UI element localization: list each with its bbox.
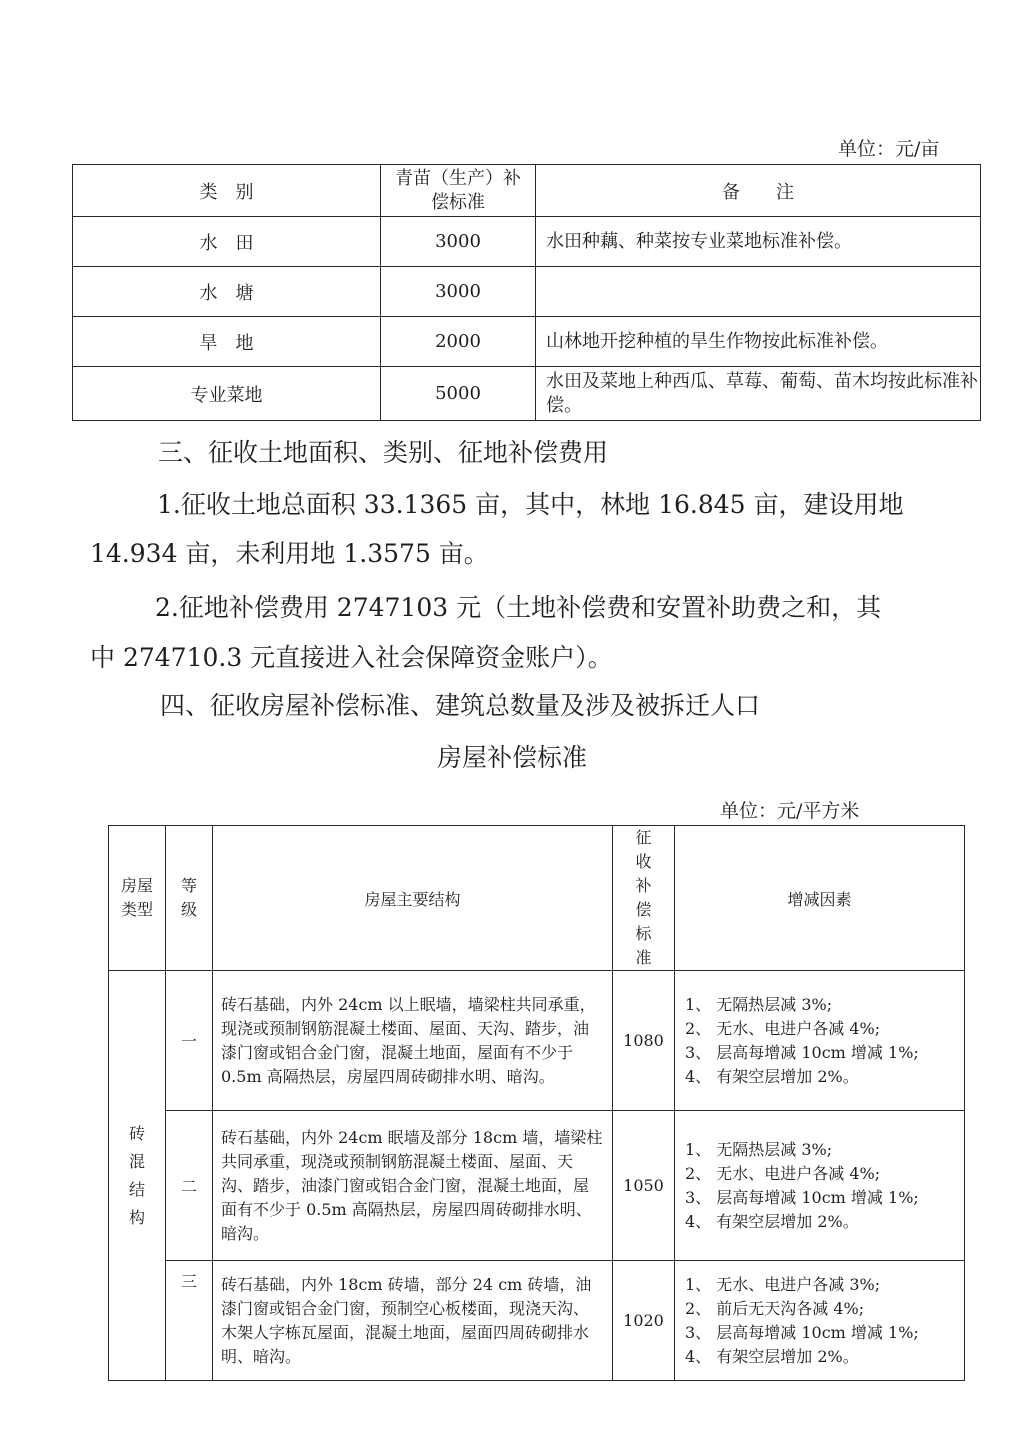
note-cell: 水田及菜地上种西瓜、草莓、葡萄、苗木均按此标准补偿。: [536, 367, 981, 421]
category-cell: 水 塘: [73, 267, 381, 317]
header-type-text: 房屋类型: [120, 876, 153, 919]
paragraph-line: 中 274710.3 元直接进入社会保障资金账户）。: [90, 643, 613, 672]
table-title: 房屋补偿标准: [437, 743, 588, 772]
factor-item: 4、 有架空层增加 2%。: [685, 1211, 859, 1231]
category-cell: 旱 地: [73, 317, 381, 367]
standard-cell: 1080: [613, 971, 675, 1111]
section-4-heading: 四、征收房屋补偿标准、建筑总数量及涉及被拆迁人口: [160, 691, 761, 720]
grade-cell: 一: [166, 971, 213, 1111]
header-standard: 青苗（生产）补偿标准: [381, 165, 536, 217]
unit-label-acre: 单位：元/亩: [838, 138, 940, 160]
header-grade-text: 等级: [180, 876, 197, 919]
table-header-row: [109, 826, 965, 971]
structure-cell: 砖石基础，内外 18cm 砖墙，部分 24 cm 砖墙，油漆门窗或铝合金门窗，预制空心板楼面，现浇天沟、木架人字栋瓦屋面，混凝土地面，屋面四周砖砌排水明、暗沟。: [213, 1261, 613, 1381]
category-cell: 水 田: [73, 217, 381, 267]
note-cell: 水田种藕、种菜按专业菜地标准补偿。: [536, 217, 981, 267]
value-cell: 2000: [381, 317, 536, 367]
category-cell: 专业菜地: [73, 367, 381, 421]
note-cell: [536, 267, 981, 317]
structure-cell: 砖石基础，内外 24cm 以上眠墙，墙梁柱共同承重，现浇或预制钢筋混凝土楼面、屋面、天沟、踏步，油漆门窗或铝合金门窗，混凝土地面，屋面有不少于 0.5m 高隔热层，房屋四周砖砌排水明、暗沟。: [213, 971, 613, 1111]
factor-item: 4、 有架空层增加 2%。: [685, 1346, 859, 1366]
header-grade: [166, 826, 213, 971]
factor-item: 1、 无隔热层减 3%;: [685, 994, 833, 1014]
table-row: [109, 1261, 965, 1381]
standard-cell: 1020: [613, 1261, 675, 1381]
house-type-text: 砖混结构: [128, 1123, 145, 1227]
factor-item: 3、 层高每增减 10cm 增减 1%;: [685, 1042, 919, 1062]
factor-item: 3、 层高每增减 10cm 增减 1%;: [685, 1322, 919, 1342]
factor-item: 1、 无隔热层减 3%;: [685, 1139, 833, 1159]
section-3-heading: 三、征收土地面积、类别、征地补偿费用: [158, 438, 609, 467]
header-standard: [613, 826, 675, 971]
table-row: [73, 217, 981, 267]
header-factors: 增减因素: [675, 826, 965, 971]
table-row: [73, 367, 981, 421]
standard-cell: 1050: [613, 1111, 675, 1261]
table-row: [73, 267, 981, 317]
table-row: [73, 317, 981, 367]
note-cell: 山林地开挖种植的旱生作物按此标准补偿。: [536, 317, 981, 367]
value-cell: 3000: [381, 267, 536, 317]
value-cell: 5000: [381, 367, 536, 421]
paragraph-line: 1.征收土地总面积 33.1365 亩，其中，林地 16.845 亩，建设用地: [157, 490, 904, 519]
house-type-cell: [109, 971, 166, 1381]
table-header-row: [73, 165, 981, 217]
factors-cell: [675, 1261, 965, 1381]
value-cell: 3000: [381, 217, 536, 267]
crop-compensation-table: [72, 164, 981, 421]
grade-cell: 三: [166, 1261, 213, 1381]
structure-cell: 砖石基础，内外 24cm 眠墙及部分 18cm 墙，墙梁柱共同承重，现浇或预制钢筋混凝土楼面、屋面、天沟、踏步，油漆门窗或铝合金门窗，混凝土地面，屋面有不少于 0.5m 高隔热层，房屋四周砖砌排水明、暗沟。: [213, 1111, 613, 1261]
factor-item: 2、 无水、电进户各减 4%;: [685, 1018, 881, 1038]
factor-item: 2、 前后无天沟各减 4%;: [685, 1298, 865, 1318]
grade-cell: 二: [166, 1111, 213, 1261]
header-structure: 房屋主要结构: [213, 826, 613, 971]
table-row: [109, 1111, 965, 1261]
table-row: [109, 971, 965, 1111]
unit-label-sqm: 单位：元/平方米: [720, 800, 860, 822]
factors-cell: [675, 971, 965, 1111]
factor-item: 3、 层高每增减 10cm 增减 1%;: [685, 1187, 919, 1207]
factor-item: 2、 无水、电进户各减 4%;: [685, 1163, 881, 1183]
house-compensation-table: [108, 825, 965, 1381]
factor-item: 4、 有架空层增加 2%。: [685, 1066, 859, 1086]
paragraph-line: 14.934 亩，未利用地 1.3575 亩。: [90, 539, 489, 568]
paragraph-line: 2.征地补偿费用 2747103 元（土地补偿费和安置补助费之和，其: [155, 593, 882, 622]
header-standard-text: 征收补偿标准: [635, 828, 652, 967]
factors-cell: [675, 1111, 965, 1261]
header-note: 备 注: [536, 165, 981, 217]
factor-item: 1、 无水、电进户各减 3%;: [685, 1274, 881, 1294]
header-type: [109, 826, 166, 971]
header-category: 类 别: [73, 165, 381, 217]
